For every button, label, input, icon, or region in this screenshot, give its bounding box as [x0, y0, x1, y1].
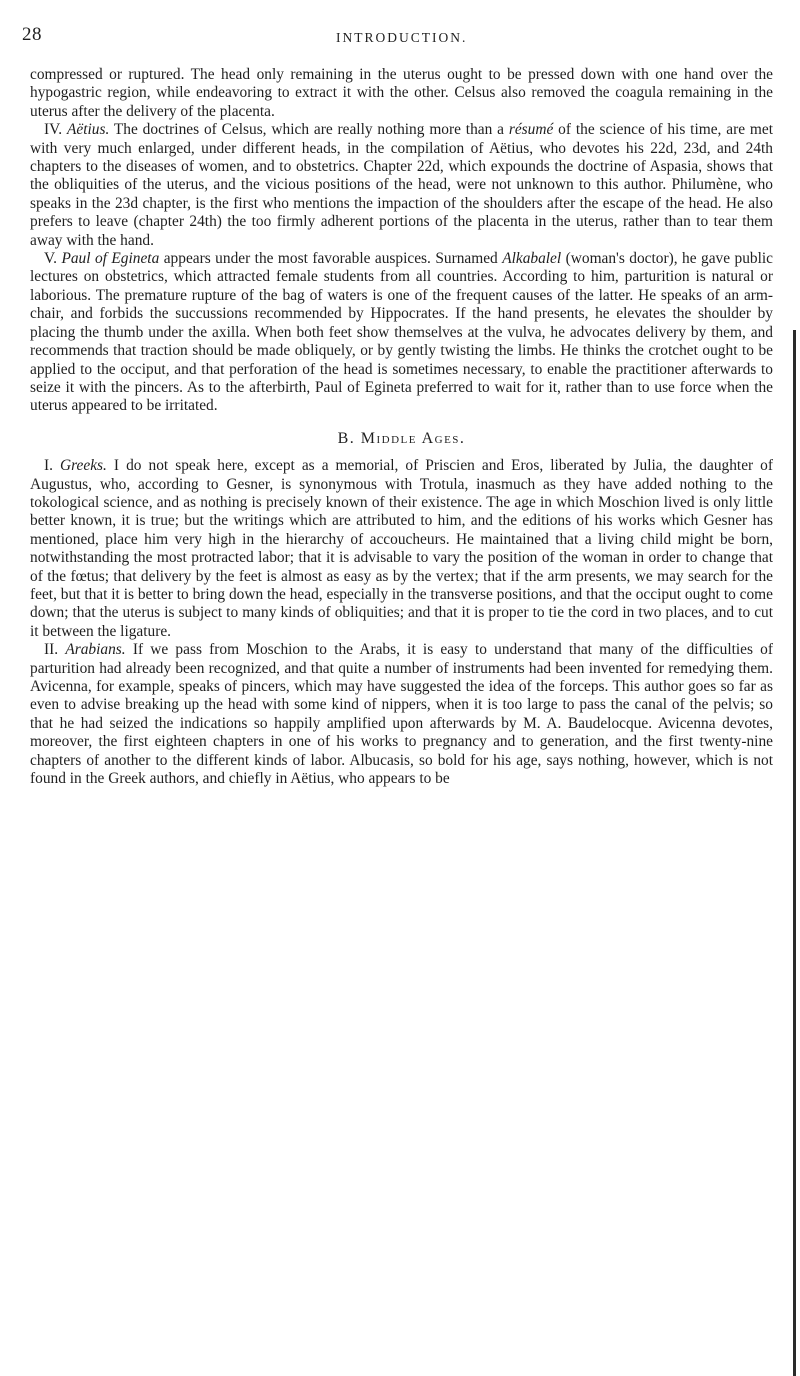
section-number: V.: [44, 250, 62, 268]
paragraph: [30, 66, 773, 121]
section-number: IV.: [44, 121, 67, 139]
italic-term: résumé: [508, 121, 554, 139]
paragraph-text: of the science of his time, are met with very much enlarged, under different heads, in the compilation of Aëtius, who devotes his 22d, 23d, and 24th chapters to the diseases of women, and to obstetrics. Chapter 22d, which expounds the doctrine of Aspasia, shows that the obliquities of the uterus, and the vicious positions of the head, were not unknown to this author. Philumène, who speaks in the 23d chapter, is the first who mentions the impaction of the shoulders after the escape of the head. He also prefers to leave (chapter 24th) the too firmly adherent portions of the placenta in the uterus, rather than to tear them away with the hand.: [30, 121, 773, 249]
paragraph: [30, 121, 773, 250]
paragraph-text: appears under the most favorable auspices. Surnamed: [159, 250, 503, 268]
paragraph: [30, 457, 773, 641]
page-edge-rule: [793, 330, 796, 1376]
paragraph-text: I do not speak here, except as a memorial, of Priscien and Eros, liberated by Julia, the daughter of Augustus, who, according to Gesner, is synonymous with Trotula, inasmuch as they have added nothing to the tokological science, and as nothing is precisely known of their existence. The age in which Moschion lived is only little better known, it is true; but the writings which are attributed to him, and the editions of his works which Gesner has mentioned, place him very high in the hierarchy of accoucheurs. He maintained that a living child might be born, notwithstanding the most protracted labor; that it is advisable to vary the position of the woman in order to change that of the fœtus; that delivery by the feet is almost as easy as by the vertex; that if the arm presents, we may search for the feet, but that it is better to bring down the head, especially in the transverse positions, and that the occiput ought to come down; that the uterus is subject to many kinds of obliquities; and that it is proper to tie the cord in two places, and to cut it between the ligature.: [30, 457, 774, 640]
page-number: 28: [22, 24, 42, 45]
section-number: II.: [44, 641, 66, 659]
paragraph-text: compressed or ruptured. The head only remaining in the uterus ought to be pressed down with one hand over the hypogastric region, while endeavoring to extract it with the other. Celsus also removed the coagula remaining in the uterus after the delivery of the placenta.: [30, 66, 773, 120]
author-name: Paul of Egineta: [61, 250, 160, 268]
paragraph-text: The doctrines of Celsus, which are really nothing more than a: [109, 121, 509, 139]
section-number: I.: [44, 457, 61, 475]
italic-term: Alkabalel: [502, 250, 562, 268]
paragraph: [30, 250, 773, 416]
author-name: Aëtius.: [66, 121, 110, 139]
section-heading: B. Middle Ages.: [337, 429, 466, 447]
paragraph-text: If we pass from Moschion to the Arabs, it is easy to understand that many of the difficulties of parturition had already been recognized, and that quite a number of instruments had been invented for remedying them. Avicenna, for example, speaks of pincers, which may have suggested the idea of the forceps. This author goes so far as even to advise breaking up the head with some kind of nippers, when it is too large to pass the canal of the pelvis; so that he had seized the indications so happily amplified upon afterwards by M. A. Baudelocque. Avicenna devotes, moreover, the first eighteen chapters in one of his works to pregnancy and to generation, and the first twenty-nine chapters of another to the different kinds of labor. Albucasis, so bold for his age, says nothing, however, which is not found in the Greek authors, and chiefly in Aëtius, who appears to be: [30, 641, 773, 788]
author-name: Arabians.: [65, 641, 126, 659]
author-name: Greeks.: [60, 457, 107, 475]
running-title: INTRODUCTION.: [336, 30, 468, 45]
paragraph: [30, 641, 773, 788]
paragraph-text: (woman's doctor), he gave public lectures on obstetrics, which attracted female students from all countries. According to him, parturition is natural or laborious. The premature rupture of the bag of waters is one of the frequent causes of the latter. He speaks of an arm-chair, and forbids the succussions recommended by Hippocrates. If the hand presents, he elevates the shoulder by placing the thumb under the axilla. When both feet show themselves at the vulva, he advocates delivery by them, and recommends that traction should be made obliquely, or by gently twisting the limbs. He thinks the crotchet ought to be applied to the occiput, and that perforation of the head is sometimes necessary, to enable the practitioner afterwards to seize it with the pincers. As to the afterbirth, Paul of Egineta preferred to wait for it, rather than to use force when the uterus appeared to be irritated.: [30, 250, 773, 415]
body-text: [30, 66, 773, 788]
